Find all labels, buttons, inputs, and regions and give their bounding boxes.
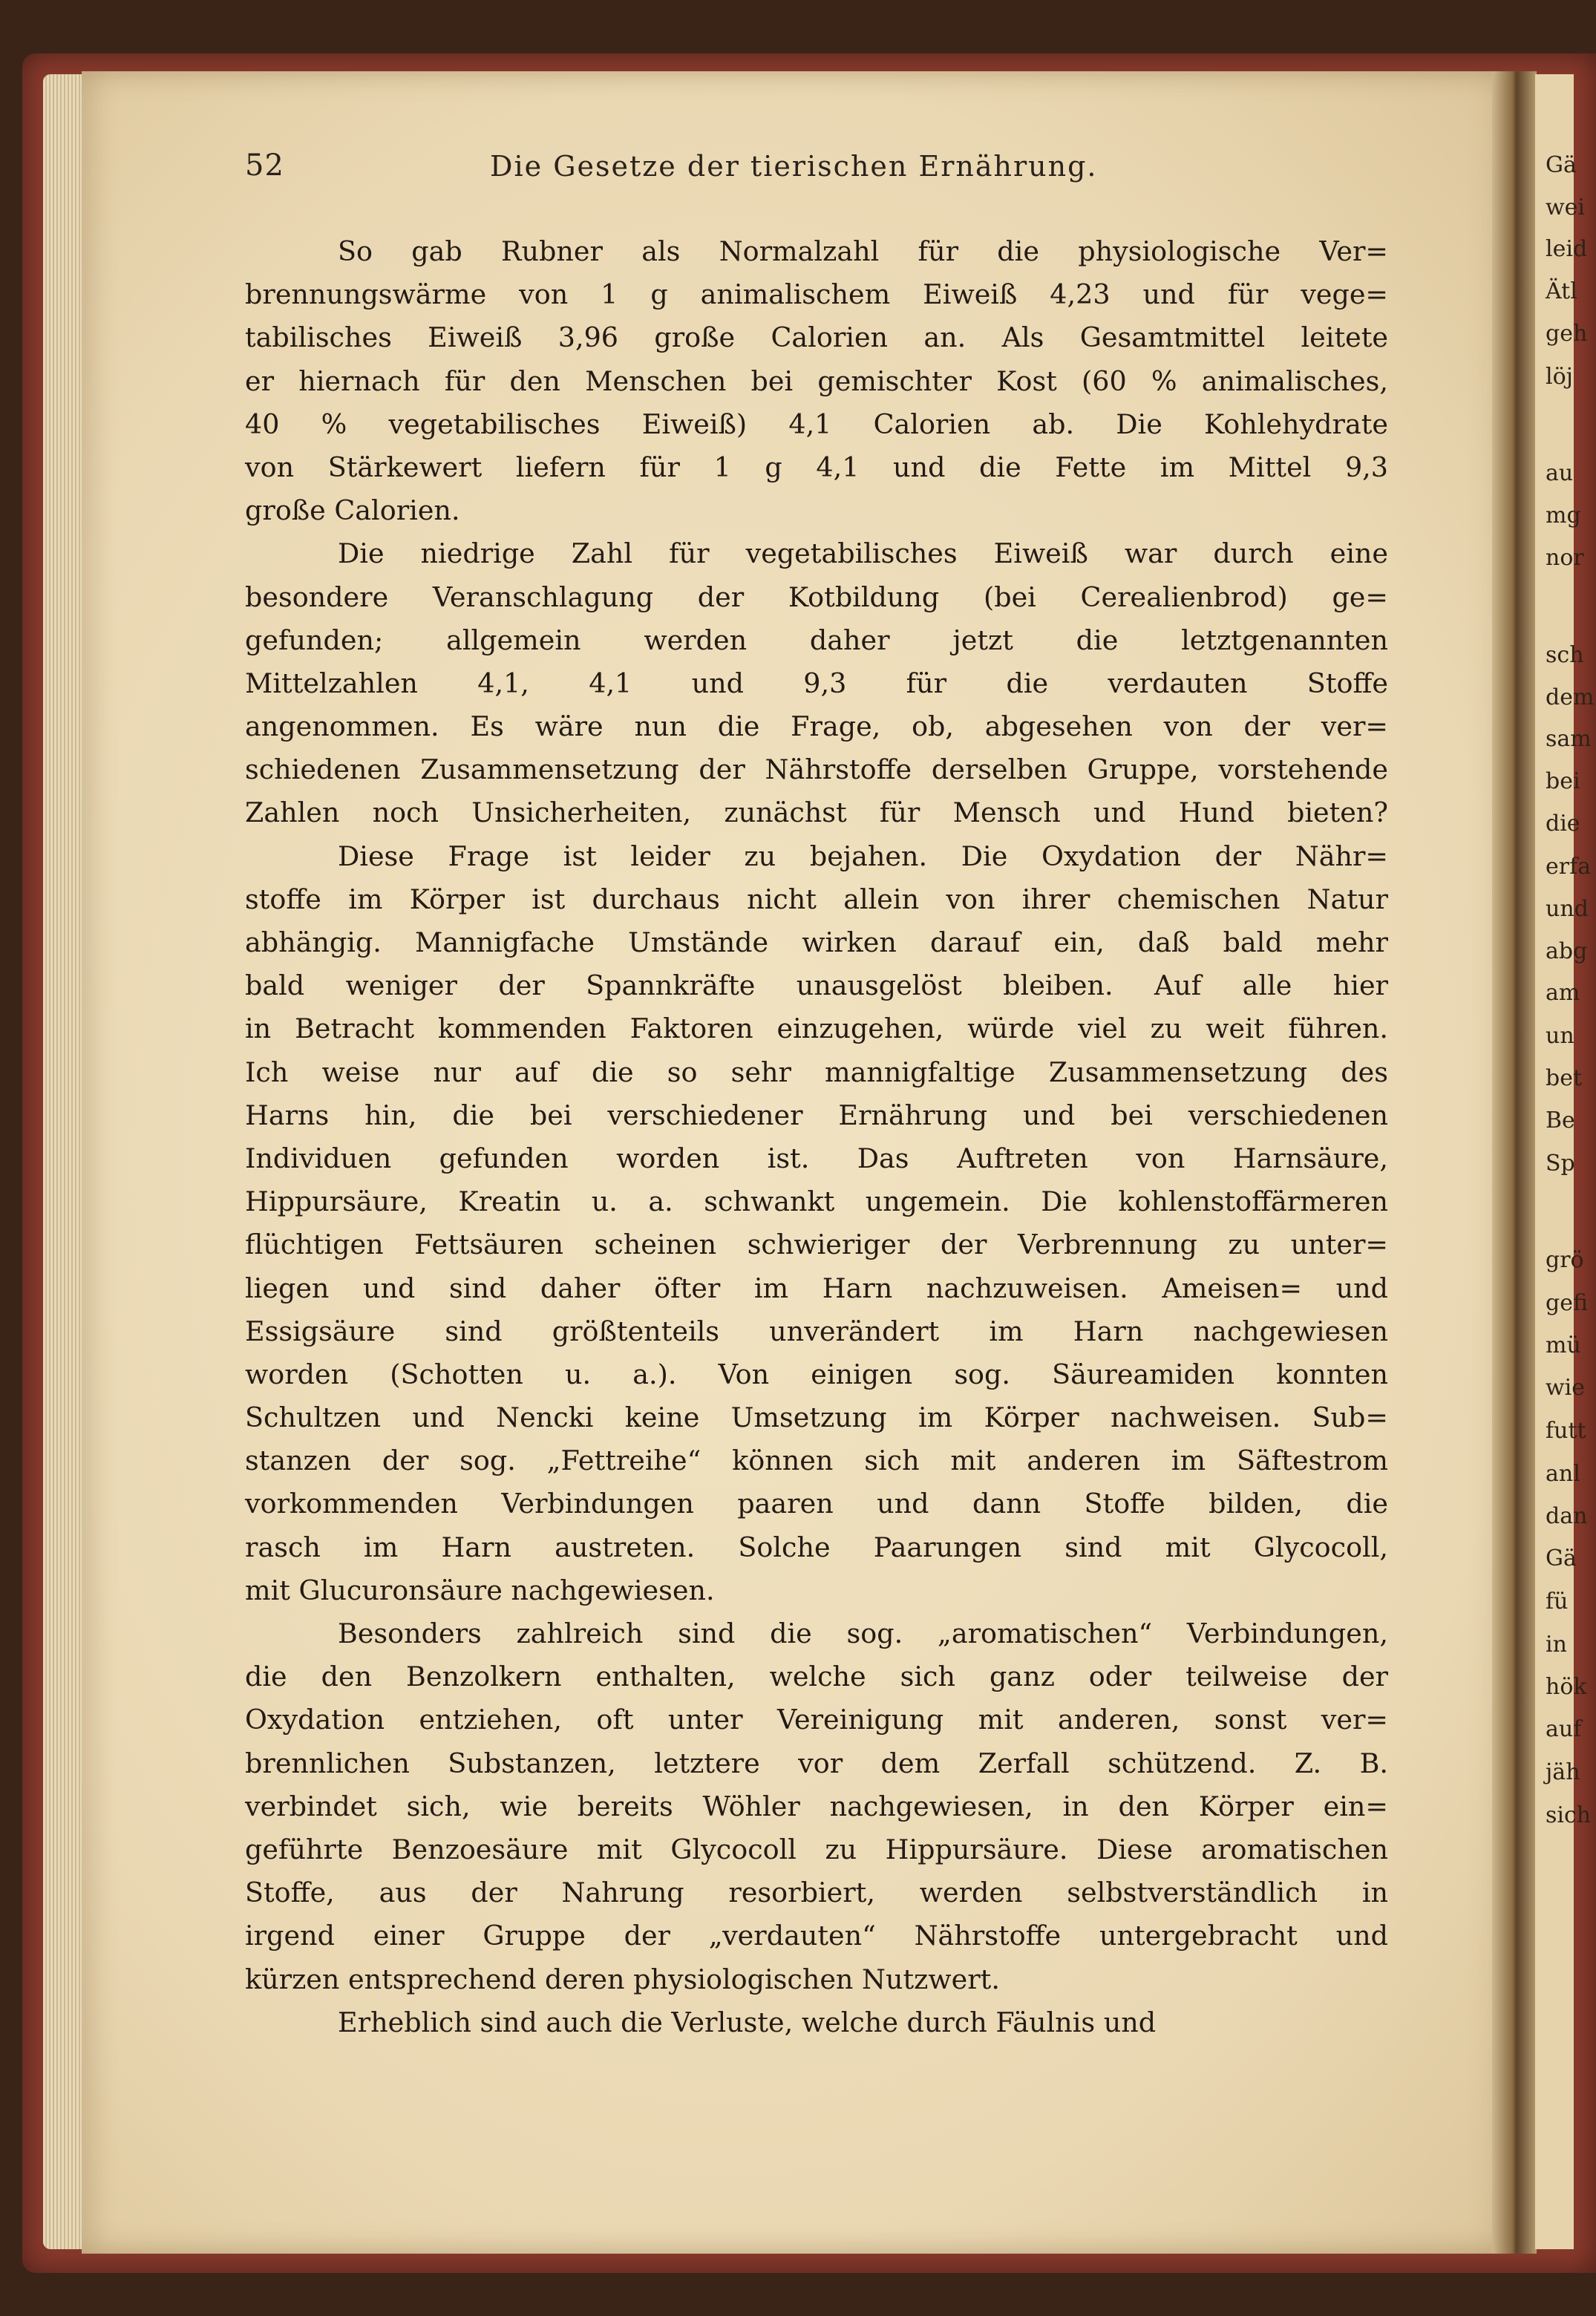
text-line: Mittelzahlen 4,1, 4,1 und 9,3 für die verdauten Stoffe bbox=[245, 667, 1388, 699]
text-line: bald weniger der Spannkräfte unausgelöst bleiben. Auf alle hier bbox=[245, 969, 1388, 1002]
text-line: worden (Schotten u. a.). Von einigen sog. Säureamiden konnten bbox=[245, 1358, 1388, 1390]
next-page-fragment: Gä bbox=[1546, 1545, 1577, 1571]
next-page-fragment: grö bbox=[1546, 1247, 1584, 1273]
next-page-fragment: anl bbox=[1546, 1461, 1580, 1487]
text-line: Zahlen noch Unsicherheiten, zunächst für Mensch und Hund bieten? bbox=[245, 796, 1388, 829]
text-line: brennlichen Substanzen, letztere vor dem Zerfall schützend. Z. B. bbox=[245, 1747, 1388, 1779]
text-line: Die niedrige Zahl für vegetabilisches Eiweiß war durch eine bbox=[338, 537, 1388, 570]
text-line: vorkommenden Verbindungen paaren und dann Stoffe bilden, die bbox=[245, 1488, 1388, 1520]
text-line: kürzen entsprechend deren physiologischen Nutzwert. bbox=[245, 1963, 1000, 1995]
next-page-fragment: dem bbox=[1546, 684, 1595, 710]
next-page-fragment: und bbox=[1546, 896, 1589, 922]
next-page-fragment: bet bbox=[1546, 1065, 1583, 1091]
text-line: Diese Frage ist leider zu bejahen. Die Oxydation der Nähr= bbox=[338, 840, 1388, 872]
text-line: Harns hin, die bei verschiedener Ernährung und bei verschiedenen bbox=[245, 1099, 1388, 1131]
next-page-fragment: erfa bbox=[1546, 854, 1592, 880]
text-line: brennungswärme von 1 g animalischem Eiweiß 4,23 und für vege= bbox=[245, 278, 1388, 311]
text-line: stoffe im Körper ist durchaus nicht allein von ihrer chemischen Natur bbox=[245, 883, 1388, 915]
next-page-fragment: mg bbox=[1546, 503, 1581, 529]
text-line: liegen und sind daher öfter im Harn nachzuweisen. Ameisen= und bbox=[245, 1272, 1388, 1304]
text-line: Oxydation entziehen, oft unter Vereinigung mit anderen, sonst ver= bbox=[245, 1704, 1388, 1736]
text-line: stanzen der sog. „Fettreihe“ können sich mit anderen im Säftestrom bbox=[245, 1445, 1388, 1477]
next-page-fragment: Gä bbox=[1546, 152, 1577, 178]
next-page-fragment: jäh bbox=[1546, 1759, 1580, 1785]
text-line: von Stärkewert liefern für 1 g 4,1 und die Fette im Mittel 9,3 bbox=[245, 451, 1388, 483]
text-line: irgend einer Gruppe der „verdauten“ Nährstoffe untergebracht und bbox=[245, 1920, 1388, 1952]
text-line: flüchtigen Fettsäuren scheinen schwieriger der Verbrennung zu unter= bbox=[245, 1229, 1388, 1261]
body-text bbox=[245, 230, 1388, 2044]
text-line: So gab Rubner als Normalzahl für die physiologische Ver= bbox=[338, 235, 1388, 267]
text-line: Erheblich sind auch die Verluste, welche durch Fäulnis und bbox=[338, 2006, 1157, 2038]
next-page-fragment: bei bbox=[1546, 768, 1580, 794]
next-page-fragment: fü bbox=[1546, 1589, 1569, 1615]
next-page-fragment: sich bbox=[1546, 1802, 1592, 1828]
next-page-fragment: die bbox=[1546, 811, 1580, 837]
next-page-fragment: sch bbox=[1546, 642, 1584, 668]
next-page-fragment: wie bbox=[1546, 1375, 1586, 1401]
text-line: besondere Veranschlagung der Kotbildung (bei Cerealienbrod) ge= bbox=[245, 580, 1388, 613]
text-line: gefunden; allgemein werden daher jetzt die letztgenannten bbox=[245, 624, 1388, 656]
text-line: schiedenen Zusammensetzung der Nährstoffe derselben Gruppe, vorstehende bbox=[245, 753, 1388, 786]
next-page-fragment: futt bbox=[1546, 1418, 1586, 1444]
running-title: Die Gesetze der tierischen Ernährung. bbox=[490, 150, 1098, 183]
text-line: Schultzen und Nencki keine Umsetzung im Körper nachweisen. Sub= bbox=[245, 1401, 1388, 1434]
text-line: verbindet sich, wie bereits Wöhler nachgewiesen, in den Körper ein= bbox=[245, 1790, 1388, 1822]
text-line: 40 % vegetabilisches Eiweiß) 4,1 Calorien ab. Die Kohlehydrate bbox=[245, 408, 1388, 440]
text-line: Hippursäure, Kreatin u. a. schwankt ungemein. Die kohlenstoffärmeren bbox=[245, 1185, 1388, 1218]
next-page-fragment: un bbox=[1546, 1023, 1574, 1049]
next-page-fragment: mü bbox=[1546, 1332, 1581, 1358]
next-page-fragment: auf bbox=[1546, 1716, 1582, 1742]
text-line: angenommen. Es wäre nun die Frage, ob, abgesehen von der ver= bbox=[245, 710, 1388, 743]
next-page-fragment: hök bbox=[1546, 1674, 1587, 1700]
text-line: geführte Benzoesäure mit Glycocoll zu Hippursäure. Diese aromatischen bbox=[245, 1833, 1388, 1865]
next-page-fragment: wei bbox=[1546, 194, 1586, 220]
page-header bbox=[245, 148, 1396, 193]
text-line: tabilisches Eiweiß 3,96 große Calorien an. Als Gesamtmittel leitete bbox=[245, 321, 1388, 354]
text-line: Stoffe, aus der Nahrung resorbiert, werden selbstverständlich in bbox=[245, 1877, 1388, 1909]
book-gutter bbox=[1492, 71, 1537, 2254]
text-line: in Betracht kommenden Faktoren einzugehen, würde viel zu weit führen. bbox=[245, 1013, 1388, 1045]
next-page-fragment: nor bbox=[1546, 545, 1584, 571]
next-page-fragment: dan bbox=[1546, 1503, 1588, 1529]
next-page-fragment: Ätl bbox=[1546, 278, 1577, 304]
page-number: 52 bbox=[245, 148, 284, 183]
text-line: Besonders zahlreich sind die sog. „aromatischen“ Verbindungen, bbox=[338, 1617, 1388, 1649]
text-line: die den Benzolkern enthalten, welche sich ganz oder teilweise der bbox=[245, 1661, 1388, 1693]
next-page-fragment: löj bbox=[1546, 364, 1573, 390]
text-line: abhängig. Mannigfache Umstände wirken darauf ein, daß bald mehr bbox=[245, 926, 1388, 958]
next-page-fragment: sam bbox=[1546, 726, 1592, 752]
next-page-fragment: abg bbox=[1546, 938, 1588, 964]
next-page-fragment: Sp bbox=[1546, 1151, 1575, 1177]
next-page-fragment: au bbox=[1546, 460, 1574, 486]
text-line: er hiernach für den Menschen bei gemischter Kost (60 % animalisches, bbox=[245, 364, 1388, 397]
next-page-fragment: Be bbox=[1546, 1108, 1575, 1134]
text-line: Ich weise nur auf die so sehr mannigfaltige Zusammensetzung des bbox=[245, 1056, 1388, 1088]
next-page-fragment: gefi bbox=[1546, 1290, 1588, 1316]
text-line: große Calorien. bbox=[245, 494, 460, 527]
next-page-fragment: in bbox=[1546, 1632, 1567, 1658]
next-page-fragment: leid bbox=[1546, 236, 1588, 262]
text-line: mit Glucuronsäure nachgewiesen. bbox=[245, 1574, 715, 1606]
next-page-fragment: geh bbox=[1546, 321, 1588, 347]
text-line: Individuen gefunden worden ist. Das Auftreten von Harnsäure, bbox=[245, 1142, 1388, 1174]
text-line: Essigsäure sind größtenteils unverändert im Harn nachgewiesen bbox=[245, 1315, 1388, 1347]
text-line: rasch im Harn austreten. Solche Paarungen sind mit Glycocoll, bbox=[245, 1531, 1388, 1563]
next-page-edge bbox=[1535, 74, 1595, 2249]
next-page-fragment: am bbox=[1546, 980, 1580, 1006]
